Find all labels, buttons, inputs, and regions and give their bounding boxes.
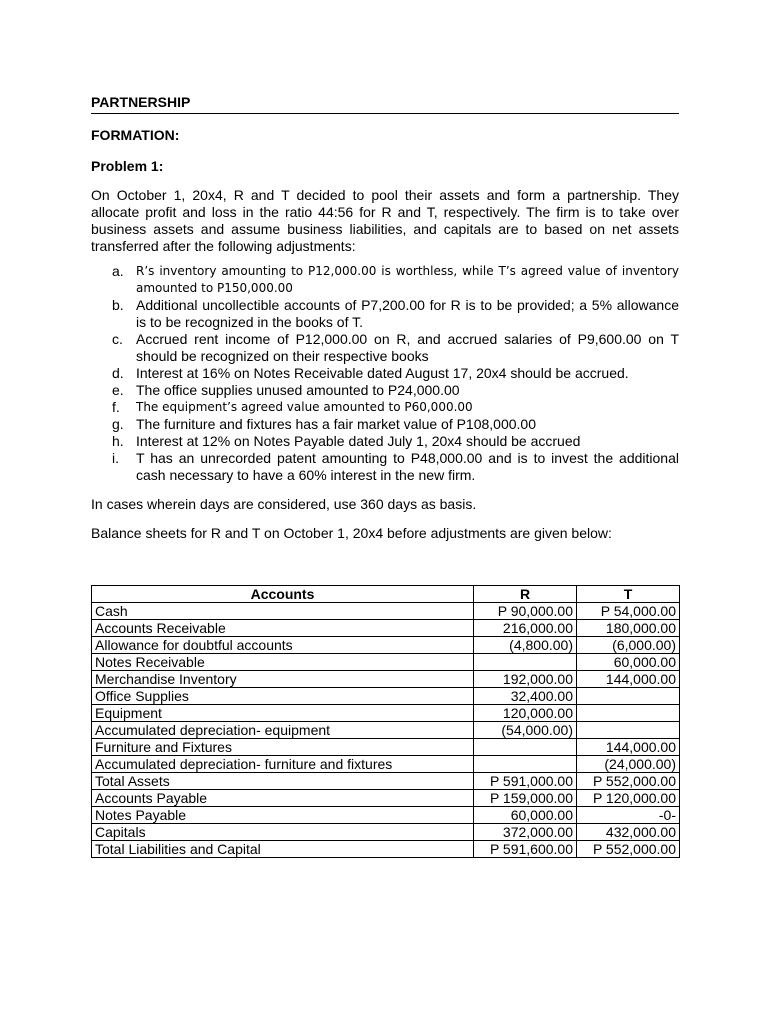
r-amount-cell: (4,800.00) bbox=[474, 637, 577, 654]
account-cell: Capitals bbox=[92, 824, 474, 841]
table-row bbox=[92, 620, 680, 637]
account-cell: Total Assets bbox=[92, 773, 474, 790]
r-amount-cell bbox=[474, 739, 577, 756]
adjustment-marker: e. bbox=[112, 382, 124, 398]
table-row bbox=[92, 637, 680, 654]
adjustment-marker: d. bbox=[112, 365, 124, 381]
r-amount-cell: 192,000.00 bbox=[474, 671, 577, 688]
t-amount-cell: 144,000.00 bbox=[577, 671, 680, 688]
table-row bbox=[92, 824, 680, 841]
t-amount-cell bbox=[577, 688, 680, 705]
r-amount-cell: P 591,000.00 bbox=[474, 773, 577, 790]
table-row bbox=[92, 722, 680, 739]
adjustment-text: The office supplies unused amounted to P24,000.00 bbox=[136, 382, 460, 398]
balance-sheet-table bbox=[91, 585, 680, 858]
account-cell: Accumulated depreciation- furniture and fixtures bbox=[92, 756, 474, 773]
table-row bbox=[92, 773, 680, 790]
table-row bbox=[92, 603, 680, 620]
account-cell: Merchandise Inventory bbox=[92, 671, 474, 688]
r-amount-cell bbox=[474, 654, 577, 671]
adjustments-list bbox=[91, 263, 679, 484]
t-amount-cell: 180,000.00 bbox=[577, 620, 680, 637]
table-row bbox=[92, 756, 680, 773]
header-t: T bbox=[577, 586, 680, 603]
r-amount-cell: 216,000.00 bbox=[474, 620, 577, 637]
table-row bbox=[92, 841, 680, 858]
header-accounts: Accounts bbox=[92, 586, 474, 603]
table-row bbox=[92, 790, 680, 807]
section-heading: FORMATION: bbox=[91, 127, 180, 143]
t-amount-cell: 432,000.00 bbox=[577, 824, 680, 841]
t-amount-cell bbox=[577, 705, 680, 722]
r-amount-cell: 372,000.00 bbox=[474, 824, 577, 841]
adjustment-text: R’s inventory amounting to P12,000.00 is worthless, while T’s agreed value of inventory amounted to P150,000.00 bbox=[136, 264, 679, 295]
t-amount-cell: P 120,000.00 bbox=[577, 790, 680, 807]
r-amount-cell bbox=[474, 756, 577, 773]
adjustment-marker: a. bbox=[112, 263, 124, 279]
t-amount-cell: 144,000.00 bbox=[577, 739, 680, 756]
table-row bbox=[92, 654, 680, 671]
adjustment-text: The furniture and fixtures has a fair market value of P108,000.00 bbox=[136, 416, 537, 432]
r-amount-cell: P 591,600.00 bbox=[474, 841, 577, 858]
adjustment-item bbox=[112, 433, 679, 450]
table-header-row bbox=[92, 586, 680, 603]
table-row bbox=[92, 705, 680, 722]
r-amount-cell: 120,000.00 bbox=[474, 705, 577, 722]
document-title: PARTNERSHIP bbox=[91, 92, 679, 114]
account-cell: Accounts Payable bbox=[92, 790, 474, 807]
r-amount-cell: 60,000.00 bbox=[474, 807, 577, 824]
table-row bbox=[92, 688, 680, 705]
adjustment-text: Accrued rent income of P12,000.00 on R, and accrued salaries of P9,600.00 on T should be recognized on their respective books bbox=[136, 331, 679, 364]
t-amount-cell: -0- bbox=[577, 807, 680, 824]
adjustment-item bbox=[112, 331, 679, 365]
adjustment-marker: g. bbox=[112, 416, 124, 432]
adjustment-item bbox=[112, 450, 679, 484]
adjustment-item bbox=[112, 365, 679, 382]
r-amount-cell: P 90,000.00 bbox=[474, 603, 577, 620]
t-amount-cell: P 552,000.00 bbox=[577, 841, 680, 858]
header-r: R bbox=[474, 586, 577, 603]
account-cell: Furniture and Fixtures bbox=[92, 739, 474, 756]
account-cell: Notes Payable bbox=[92, 807, 474, 824]
account-cell: Total Liabilities and Capital bbox=[92, 841, 474, 858]
adjustment-marker: f. bbox=[112, 399, 120, 415]
account-cell: Allowance for doubtful accounts bbox=[92, 637, 474, 654]
adjustment-marker: i. bbox=[112, 450, 119, 466]
account-cell: Accounts Receivable bbox=[92, 620, 474, 637]
problem-intro: On October 1, 20x4, R and T decided to pool their assets and form a partnership. They allocate profit and loss in the ratio 44:56 for R and T, respectively. The firm is to take over business assets and assume business liabilities, and capitals are to based on net assets transferred after the following adjustments: bbox=[91, 187, 679, 254]
days-note: In cases wherein days are considered, use 360 days as basis. bbox=[91, 496, 477, 512]
table-row bbox=[92, 671, 680, 688]
account-cell: Accumulated depreciation- equipment bbox=[92, 722, 474, 739]
adjustment-marker: b. bbox=[112, 297, 124, 313]
adjustment-text: T has an unrecorded patent amounting to P48,000.00 and is to invest the additional cash necessary to have a 60% interest in the new firm. bbox=[136, 450, 679, 483]
t-amount-cell: (6,000.00) bbox=[577, 637, 680, 654]
t-amount-cell: P 54,000.00 bbox=[577, 603, 680, 620]
t-amount-cell: 60,000.00 bbox=[577, 654, 680, 671]
adjustment-marker: h. bbox=[112, 433, 124, 449]
adjustment-item bbox=[112, 382, 679, 399]
r-amount-cell: 32,400.00 bbox=[474, 688, 577, 705]
account-cell: Notes Receivable bbox=[92, 654, 474, 671]
r-amount-cell: P 159,000.00 bbox=[474, 790, 577, 807]
t-amount-cell: (24,000.00) bbox=[577, 756, 680, 773]
account-cell: Cash bbox=[92, 603, 474, 620]
adjustment-item bbox=[112, 297, 679, 331]
account-cell: Equipment bbox=[92, 705, 474, 722]
r-amount-cell: (54,000.00) bbox=[474, 722, 577, 739]
adjustment-text: Additional uncollectible accounts of P7,200.00 for R is to be provided; a 5% allowance is to be recognized in the books of T. bbox=[136, 297, 679, 330]
table-row bbox=[92, 739, 680, 756]
problem-heading: Problem 1: bbox=[91, 158, 164, 174]
adjustment-marker: c. bbox=[112, 331, 123, 347]
table-row bbox=[92, 807, 680, 824]
adjustment-text: The equipment’s agreed value amounted to P60,000.00 bbox=[136, 400, 473, 414]
adjustment-item bbox=[112, 416, 679, 433]
adjustment-item bbox=[112, 399, 679, 416]
t-amount-cell bbox=[577, 722, 680, 739]
t-amount-cell: P 552,000.00 bbox=[577, 773, 680, 790]
adjustment-text: Interest at 16% on Notes Receivable dated August 17, 20x4 should be accrued. bbox=[136, 365, 629, 381]
document-page bbox=[91, 92, 679, 542]
adjustment-item bbox=[112, 263, 679, 297]
adjustment-text: Interest at 12% on Notes Payable dated July 1, 20x4 should be accrued bbox=[136, 433, 581, 449]
balance-sheet-note: Balance sheets for R and T on October 1, 20x4 before adjustments are given below: bbox=[91, 525, 612, 541]
account-cell: Office Supplies bbox=[92, 688, 474, 705]
